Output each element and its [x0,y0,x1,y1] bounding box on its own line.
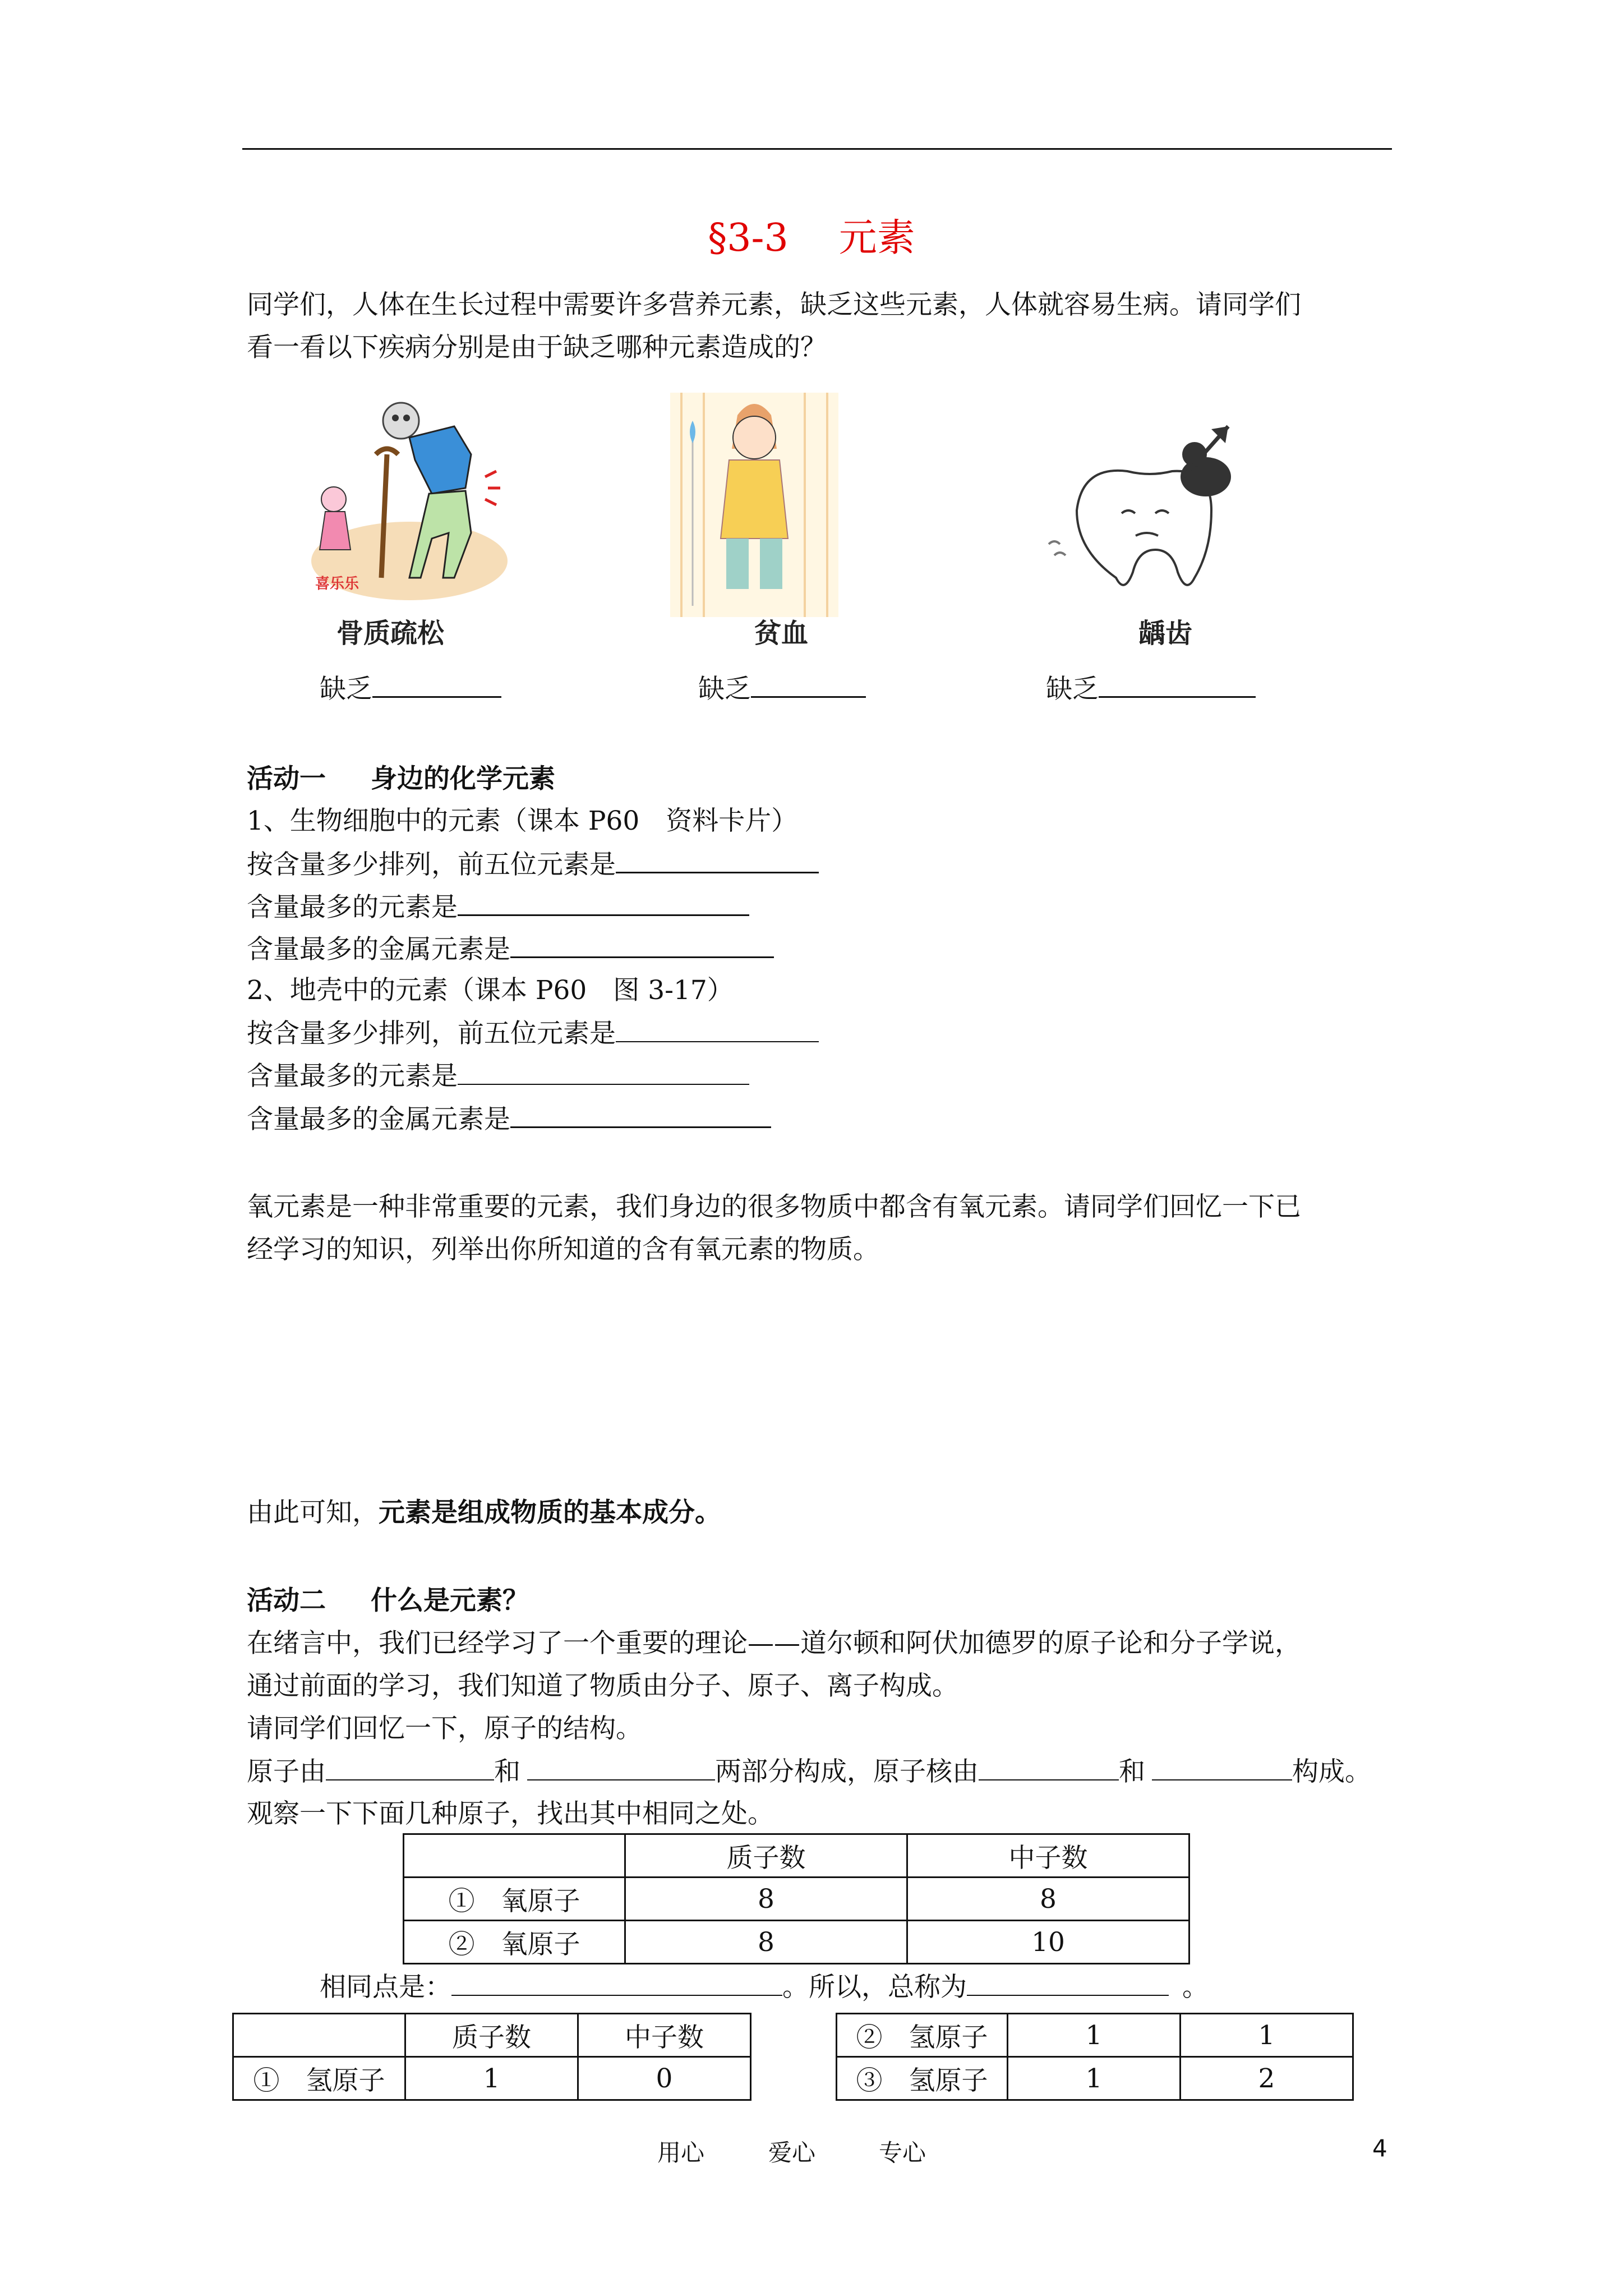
question-text: 含量最多的金属元素是 [247,1104,510,1135]
p4-text: 原子由 [247,1756,326,1787]
answer-blank[interactable] [510,931,774,958]
table-row [404,1834,1189,1878]
activity2-label: 活动二 [247,1585,326,1616]
table-cell: 8 [625,1921,907,1964]
answer-blank[interactable] [372,670,501,698]
footer-text-2: 爱心 [768,2139,816,2166]
activity1-item1: 1、生物细胞中的元素（课本 P60 资料卡片） [247,806,798,836]
table-cell [233,2014,405,2057]
table-cell: 质子数 [405,2014,578,2057]
tooth-decay-illustration [1043,415,1267,606]
hydrogen-atom-table-2 [836,2013,1354,2101]
table-cell: ② 氢原子 [837,2014,1008,2057]
activity2-heading [247,1583,529,1619]
table-cell: 1 [1181,2014,1353,2057]
answer-blank[interactable] [451,1969,782,1996]
lack-row-1 [320,670,501,707]
answer-blank[interactable] [616,846,819,873]
answer-blank[interactable] [616,1015,819,1042]
activity2-p3: 请同学们回忆一下，原子的结构。 [247,1713,642,1744]
answer-blank[interactable] [967,1969,1169,1996]
table-cell: ③ 氢原子 [837,2057,1008,2100]
question-text: 按含量多少排列，前五位元素是 [247,1018,616,1049]
caption-anemia: 贫血 [754,618,809,649]
table-cell: 2 [1181,2057,1353,2100]
intro-line-2: 看一看以下疾病分别是由于缺乏哪种元素造成的？ [247,332,827,363]
activity1-q5 [247,1058,749,1094]
table-cell: 中子数 [907,1834,1189,1878]
hydrogen-atom-table-1 [232,2013,751,2101]
p4-text: 和 [494,1756,520,1787]
table-cell: 1 [1008,2014,1181,2057]
oxygen-atom-table [403,1833,1190,1964]
activity2-title: 什么是元素？ [371,1585,529,1616]
activity1-q1 [247,846,819,883]
p4-text: 构成。 [1292,1756,1371,1787]
table-cell: ① 氧原子 [404,1878,625,1921]
table-row [233,2057,751,2100]
oxygen-line-2: 经学习的知识，列举出你所知道的含有氧元素的物质。 [247,1234,879,1265]
answer-blank[interactable] [1152,1754,1292,1780]
conclusion [247,1495,721,1531]
answer-blank[interactable] [458,1058,749,1085]
intro-line-1: 同学们，人体在生长过程中需要许多营养元素，缺乏这些元素，人体就容易生病。请同学们 [247,289,1301,320]
page-number: 4 [1372,2134,1387,2162]
caption-osteoporosis: 骨质疏松 [336,618,445,649]
conclusion-prefix: 由此可知， [247,1497,379,1528]
p4-text: 和 [1119,1756,1145,1787]
table-cell: ② 氧原子 [404,1921,625,1964]
activity1-title: 身边的化学元素 [371,763,555,794]
table-row [233,2014,751,2057]
table-row [404,1921,1189,1964]
activity1-heading [247,761,555,797]
section-name: 元素 [838,216,915,260]
table-cell: 1 [1008,2057,1181,2100]
answer-blank[interactable] [326,1754,494,1780]
same-text: 相同点是： [320,1972,451,2003]
lack-row-3 [1046,670,1256,707]
activity2-p1: 在绪言中，我们已经学习了一个重要的理论——道尔顿和阿伏加德罗的原子论和分子学说， [247,1628,1301,1659]
anemia-illustration [670,393,838,617]
watermark: 喜乐乐 [315,576,359,592]
activity1-item2: 2、地壳中的元素（课本 P60 图 3-17） [247,975,734,1006]
table-cell: 8 [625,1878,907,1921]
table-cell [404,1834,625,1878]
lack-label: 缺乏 [698,674,751,705]
lack-row-2 [698,670,866,707]
page-title [0,213,1623,264]
same-text: 。 [1182,1972,1209,2003]
table-cell: 0 [578,2057,751,2100]
activity1-q3 [247,931,774,968]
answer-blank[interactable] [751,670,866,698]
conclusion-bold: 元素是组成物质的基本成分。 [379,1497,721,1528]
activity1-q6 [247,1101,771,1138]
answer-blank[interactable] [979,1754,1119,1780]
activity1-q4 [247,1015,819,1052]
activity2-p2: 通过前面的学习，我们知道了物质由分子、原子、离子构成。 [247,1671,958,1701]
lack-label: 缺乏 [1046,674,1099,705]
table-cell: 质子数 [625,1834,907,1878]
section-number: §3-3 [708,216,789,260]
table-cell: ① 氢原子 [233,2057,405,2100]
answer-blank[interactable] [1099,670,1256,698]
same-text: 。所以，总称为 [782,1972,967,2003]
caption-tooth-decay: 龋齿 [1138,618,1193,649]
p4-text: 两部分构成，原子核由 [715,1756,979,1787]
activity2-p5: 观察一下下面几种原子，找出其中相同之处。 [247,1798,774,1829]
question-text: 含量最多的元素是 [247,1061,458,1092]
footer-text-3: 专心 [879,2139,926,2166]
activity1-label: 活动一 [247,763,326,794]
lack-label: 缺乏 [320,674,372,705]
table-cell: 8 [907,1878,1189,1921]
question-text: 按含量多少排列，前五位元素是 [247,849,616,880]
answer-blank[interactable] [458,889,749,916]
osteoporosis-illustration [303,393,516,606]
oxygen-line-1: 氧元素是一种非常重要的元素，我们身边的很多物质中都含有氧元素。请同学们回忆一下已 [247,1191,1301,1222]
header-rule [242,148,1392,150]
table-cell: 1 [405,2057,578,2100]
activity1-q2 [247,889,749,926]
table-row [404,1878,1189,1921]
same-point-line [320,1969,1209,2005]
table-cell: 中子数 [578,2014,751,2057]
table-row [837,2014,1353,2057]
footer-text-1: 用心 [657,2139,705,2166]
activity2-p4 [247,1754,1371,1790]
answer-blank[interactable] [527,1754,715,1780]
table-row [837,2057,1353,2100]
question-text: 含量最多的金属元素是 [247,934,510,965]
question-text: 含量最多的元素是 [247,892,458,923]
table-cell: 10 [907,1921,1189,1964]
answer-blank[interactable] [510,1101,771,1128]
